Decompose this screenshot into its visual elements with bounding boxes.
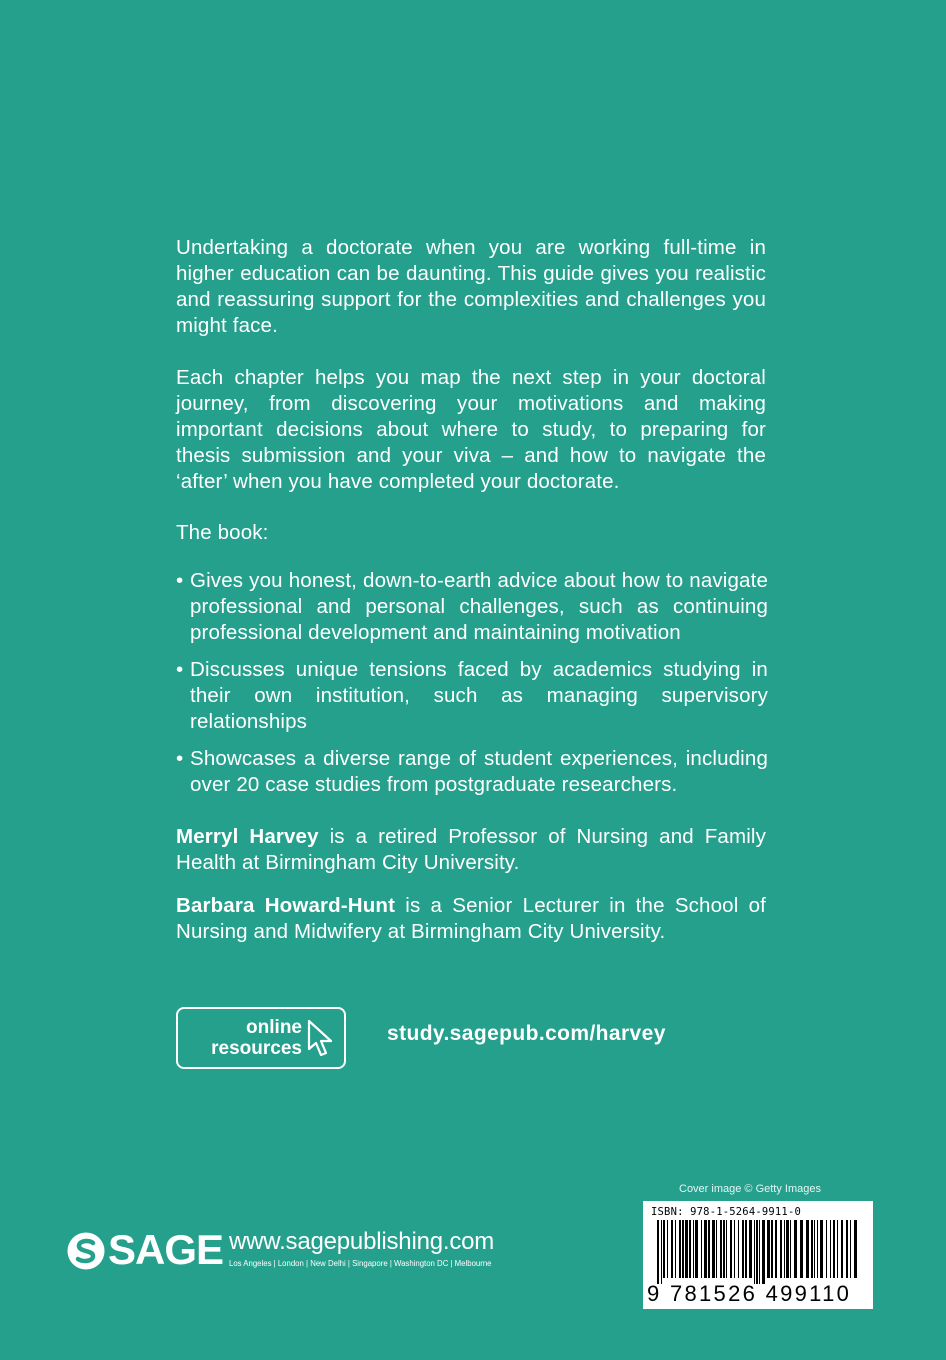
- barcode-bar: [738, 1220, 739, 1278]
- barcode-bar: [663, 1220, 665, 1278]
- barcode-bar: [712, 1220, 715, 1278]
- barcode-bar: [716, 1220, 717, 1278]
- barcode-bar: [767, 1220, 770, 1278]
- barcode-bar: [679, 1220, 681, 1278]
- intro-paragraph: Undertaking a doctorate when you are working full-time in higher education can be daunting. This guide gives you realistic and reassuring support for the complexities and challenges you might face.: [176, 236, 766, 337]
- barcode-bar: [790, 1220, 791, 1278]
- barcode-bar: [749, 1220, 752, 1278]
- barcode-bar: [806, 1220, 809, 1278]
- sage-wordmark: SAGE: [108, 1226, 224, 1273]
- barcode-bar: [754, 1220, 755, 1284]
- barcode-bar: [775, 1220, 777, 1278]
- barcode-bar: [854, 1220, 857, 1278]
- barcode-bar: [784, 1220, 785, 1278]
- bullet-text: Gives you honest, down-to-earth advice about how to navigate professional and personal challenges, such as continuing professional development and maintaining motivation: [190, 569, 768, 644]
- barcode-bar: [814, 1220, 815, 1278]
- barcode-bar: [726, 1220, 727, 1278]
- author-bio: [176, 824, 766, 876]
- online-label-line1: online: [246, 1017, 302, 1038]
- barcode-bar: [800, 1220, 803, 1278]
- bullet-dot: •: [176, 569, 184, 592]
- barcode-bar: [723, 1220, 725, 1278]
- barcode-bar: [820, 1220, 823, 1278]
- bullet-list: [176, 568, 768, 809]
- author-name: Merryl Harvey: [176, 825, 319, 848]
- barcode-bar: [846, 1220, 848, 1278]
- barcode-bar: [675, 1220, 676, 1278]
- barcode-bar: [850, 1220, 851, 1278]
- sage-logo: [66, 1226, 224, 1273]
- cover-image-credit: Cover image © Getty Images: [679, 1183, 821, 1195]
- barcode-bar: [745, 1220, 747, 1278]
- bullet-dot: •: [176, 658, 184, 681]
- barcode-bar: [794, 1220, 797, 1278]
- bullet-item: [176, 746, 768, 798]
- bullet-text: Showcases a diverse range of student experiences, including over 20 case studies from postgraduate researchers.: [190, 747, 768, 796]
- barcode-bar: [693, 1220, 694, 1278]
- author-bio-text: is a retired Professor of Nursing and Family Health at Birmingham City University.: [176, 825, 767, 874]
- barcode-icon: [657, 1220, 859, 1284]
- barcode-bar: [671, 1220, 673, 1278]
- barcode-bar: [708, 1220, 710, 1278]
- online-label-line2: resources: [211, 1038, 302, 1059]
- barcode-bar: [833, 1220, 835, 1278]
- barcode-bar: [701, 1220, 702, 1278]
- barcode-bar: [817, 1220, 818, 1278]
- barcode-bar: [657, 1220, 659, 1284]
- author-bio-text: is a Senior Lecturer in the School of Nursing and Midwifery at Birmingham City University.: [176, 894, 766, 943]
- barcode-bar: [811, 1220, 813, 1278]
- barcode-bar: [720, 1220, 722, 1278]
- bullet-text: Discusses unique tensions faced by academics studying in their own institution, such as managing supervisory relationships: [190, 658, 768, 733]
- barcode-bar: [689, 1220, 691, 1278]
- barcode-bar: [661, 1220, 662, 1284]
- barcode-bar: [742, 1220, 744, 1278]
- barcode-bar: [667, 1220, 668, 1278]
- barcode-bar: [695, 1220, 698, 1278]
- barcode-bar: [756, 1220, 758, 1284]
- barcode-bar: [771, 1220, 773, 1278]
- sage-s-icon: [66, 1231, 106, 1271]
- barcode-bar: [730, 1220, 732, 1278]
- online-resources-badge[interactable]: [176, 1007, 346, 1069]
- barcode-bar: [682, 1220, 684, 1278]
- online-resources-link[interactable]: study.sagepub.com/harvey: [387, 1022, 666, 1045]
- chapters-paragraph: Each chapter helps you map the next step in your doctoral journey, from discovering your motivations and making important decisions about where to study, to preparing for thesis submission and your viva – and how to navigate the ‘after’ when you have completed your doctorate.: [176, 366, 766, 493]
- barcode-bar: [826, 1220, 827, 1278]
- cursor-arrow-icon: [306, 1019, 336, 1059]
- barcode-bar: [837, 1220, 838, 1278]
- barcode-bar: [841, 1220, 843, 1278]
- book-label: The book:: [176, 521, 269, 544]
- online-resources-label: [190, 1017, 302, 1059]
- barcode-bar: [780, 1220, 782, 1278]
- barcode-bar: [734, 1220, 735, 1278]
- author-name: Barbara Howard-Hunt: [176, 894, 396, 917]
- isbn-digits: 9 781526 499110: [647, 1281, 852, 1306]
- barcode-bar: [830, 1220, 831, 1278]
- barcode-bar: [704, 1220, 707, 1278]
- barcode-bar: [685, 1220, 688, 1278]
- bullet-dot: •: [176, 747, 184, 770]
- barcode-bar: [759, 1220, 760, 1284]
- author-bio: [176, 893, 766, 945]
- publisher-url[interactable]: www.sagepublishing.com: [229, 1228, 495, 1255]
- isbn-label: ISBN: 978-1-5264-9911-0: [651, 1206, 801, 1218]
- barcode-bar: [786, 1220, 789, 1278]
- barcode-bar: [762, 1220, 765, 1284]
- isbn-barcode: [643, 1201, 873, 1309]
- bullet-item: [176, 657, 768, 735]
- bullet-item: [176, 568, 768, 646]
- publisher-cities: Los Angeles | London | New Delhi | Singapore | Washington DC | Melbourne: [229, 1259, 492, 1268]
